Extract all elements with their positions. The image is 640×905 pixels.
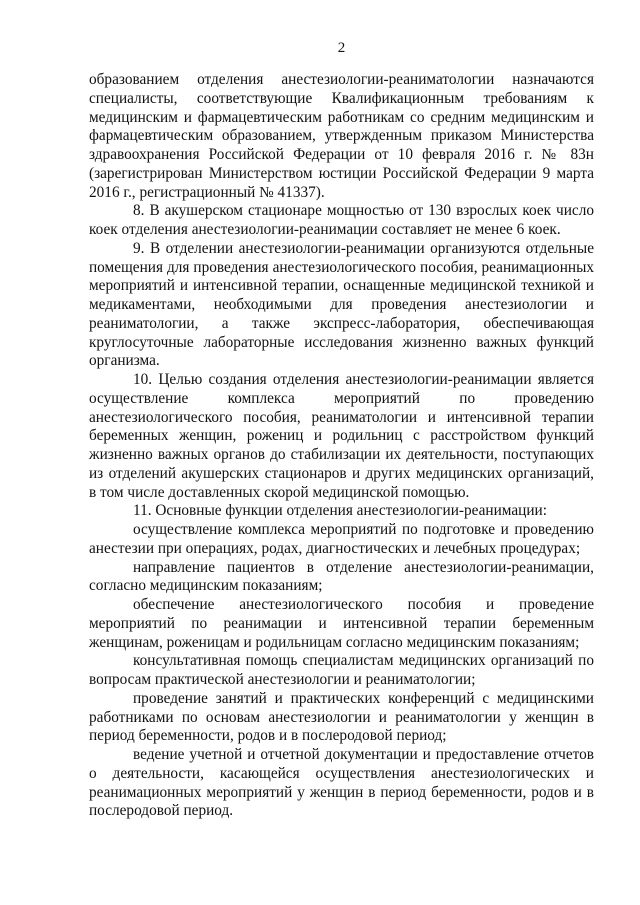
paragraph-item-8: 8. В акушерском стационаре мощностью от 130 взрослых коек число коек отделения анестезиологии-реанимации составляет не менее 6 коек. — [89, 202, 594, 238]
function-consulting: консультативная помощь специалистам медицинских организаций по вопросам практической анестезиологии и реаниматологии; — [89, 652, 594, 688]
paragraph-item-10: 10. Целью создания отделения анестезиологии-реанимации является осуществление комплекса мероприятий по проведению анестезиологического пособия, реаниматологии и интенсивной терапии беременных женщин, рожениц и родильниц с расстройством функций жизненно важных органов до стабилизации их деятельности, поступающих из отделений акушерских стационаров и других медицинских организаций, в том числе доставленных скорой медицинской помощью. — [89, 371, 594, 501]
paragraph-item-11: 11. Основные функции отделения анестезиологии-реанимации: — [133, 502, 547, 520]
page-number: 2 — [337, 40, 346, 56]
function-referral: направление пациентов в отделение анестезиологии-реанимации, согласно медицинским показаниям; — [89, 558, 594, 595]
paragraph-item-9: 9. В отделении анестезиологии-реанимации организуются отдельные помещения для проведения анестезиологического пособия, реанимационных мероприятий и интенсивной терапии, оснащенные медицинской техникой и медикаментами, необходимыми для проведения анестезиологии и реаниматологии, а также экспресс-лаборатория, обеспечивающая круглосуточные лабораторные исследования жизненно важных функций организма. — [89, 239, 594, 370]
document-body — [89, 71, 594, 821]
function-anesthesia: осуществление комплекса мероприятий по подготовке и проведению анестезии при операциях, родах, диагностических и лечебных процедурах; — [89, 521, 594, 557]
function-training: проведение занятий и практических конференций с медицинскими работниками по основам анестезиологии и реаниматологии у женщин в период беременности, родов и в послеродовой период; — [89, 689, 594, 745]
paragraph-continuation: образованием отделения анестезиологии-реаниматологии назначаются специалисты, соответствующие Квалификационным требованиям к медицинским и фармацевтическим работникам со средним медицинским и фармацевтическим образованием, утвержденным приказом Министерства здравоохранения Российской Федерации от 10 февраля 2016 г. № 83н (зарегистрирован Министерством юстиции Российской Федерации 9 марта 2016 г., регистрационный № 41337). — [89, 71, 594, 201]
function-intensive-care: обеспечение анестезиологического пособия и проведение мероприятий по реанимации и интенсивной терапии беременным женщинам, роженицам и родильницам согласно медицинским показаниям; — [89, 596, 594, 651]
function-reporting: ведение учетной и отчетной документации и предоставление отчетов о деятельности, касающейся осуществления анестезиологических и реанимационных мероприятий у женщин в период беременности, родов и в послеродовой период. — [89, 746, 594, 820]
